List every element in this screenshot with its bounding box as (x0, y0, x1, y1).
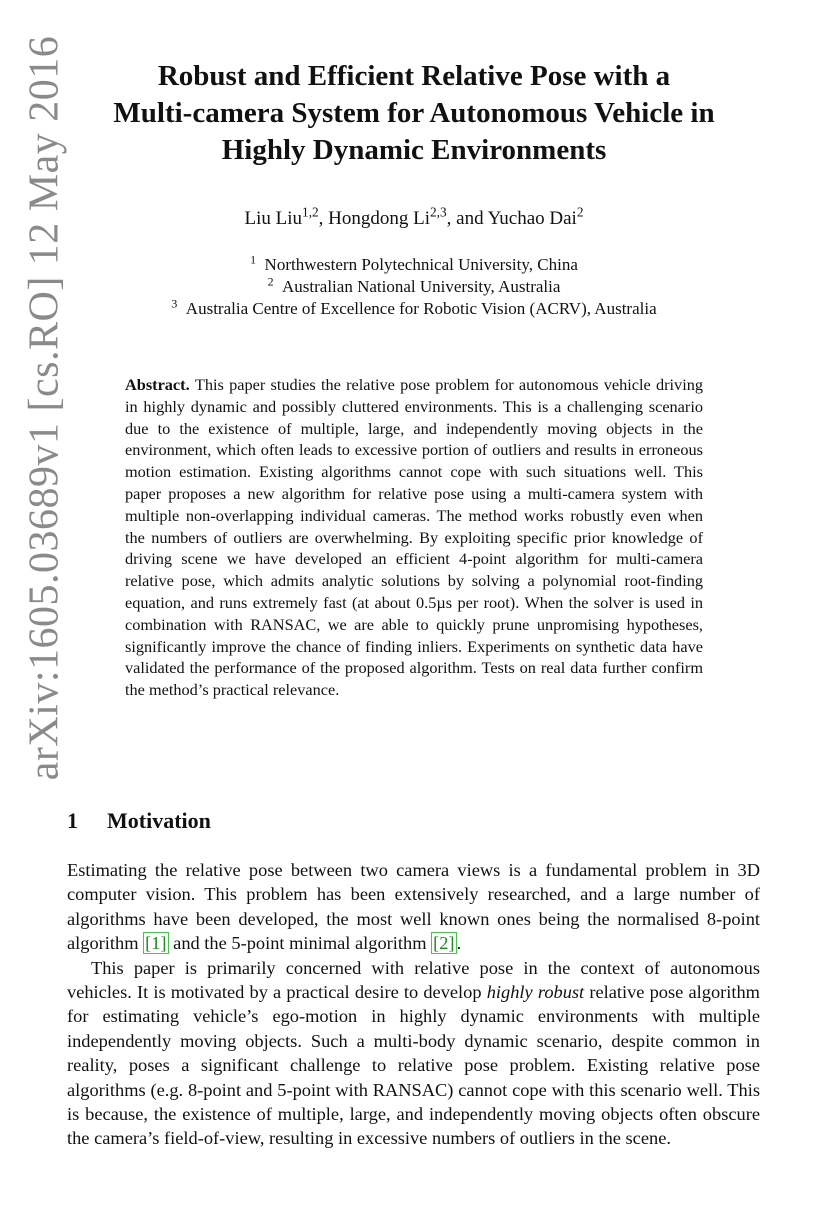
abstract-label: Abstract. (125, 375, 190, 394)
paragraph-text: and the 5-point minimal algorithm (168, 933, 432, 954)
abstract (125, 374, 703, 701)
affiliation-item (0, 298, 828, 320)
emphasized-text: highly robust (486, 982, 585, 1003)
section-number: 1 (67, 808, 78, 833)
arxiv-identifier-text: arXiv:1605.03689v1 [cs.RO] 12 May 2016 (21, 35, 67, 781)
paragraph-text: Estimating the relative pose between two camera views is a fundamental problem in 3D computer vision. This problem has been extensively researched, and a large number of algorithms have been developed, the most well known ones being the normalised 8-point algorithm (67, 860, 760, 954)
citation-link[interactable]: [2] (433, 933, 455, 954)
title-line: Highly Dynamic Environments (221, 134, 607, 166)
author-name: Yuchao Dai (487, 208, 577, 229)
author-affiliation-marker: 2 (576, 204, 584, 220)
paragraph-text: . (456, 933, 462, 954)
section-heading (67, 808, 211, 834)
body-text (67, 858, 760, 1151)
citation-link[interactable]: [1] (145, 933, 167, 954)
affiliation-text: Australian National University, Australia (282, 277, 561, 296)
paper-title (0, 58, 828, 169)
paragraph (67, 858, 760, 956)
author-name: Liu Liu (244, 208, 303, 229)
affiliation-item (0, 276, 828, 298)
paragraph (67, 956, 760, 1151)
author-name: Hongdong Li (328, 208, 431, 229)
affiliation-number: 1 (250, 252, 257, 267)
affiliation-number: 2 (267, 274, 274, 289)
affiliation-text: Australia Centre of Excellence for Robotic Vision (ACRV), Australia (185, 299, 657, 318)
section-title: Motivation (107, 808, 211, 833)
title-line: Robust and Efficient Relative Pose with a (157, 60, 671, 92)
paragraph-text: This paper is primarily concerned with relative pose in the context of autonomous vehicles. It is motivated by a practical desire to develop (67, 957, 760, 1003)
affiliation-number: 3 (171, 296, 178, 311)
author-list: Liu Liu$^{1,2}$, Hongdong Li$^{2,3}$, and Yuchao Dai$^2$ (244, 204, 584, 229)
paragraph-text: relative pose algorithm for estimating vehicle’s ego-motion in highly dynamic environments with multiple independently moving objects. Such a multi-body dynamic scenario, despite common in reality, poses a significant challenge to relative pose problem. Existing relative pose algorithms (e.g. 8-point and 5-point with RANSAC) cannot cope with this scenario well. This is because, the existence of multiple, large, and independently moving objects often obscure the camera’s field-of-view, resulting in excessive numbers of outliers in the scene. (67, 982, 760, 1149)
author-affiliation-marker: 2,3 (430, 204, 447, 220)
author-affiliation-marker: 1,2 (302, 204, 319, 220)
affiliation-item (0, 254, 828, 276)
affiliation-text: Northwestern Polytechnical University, China (264, 255, 578, 274)
title-line: Multi-camera System for Autonomous Vehicle in (113, 97, 715, 129)
abstract-text: This paper studies the relative pose problem for autonomous vehicle driving in highly dynamic and possibly cluttered environments. This is a challenging scenario due to the existence of multiple, large, and independently moving objects in the environment, which often leads to excessive portion of outliers and results in erroneous motion estimation. Existing algorithms cannot cope with such situations well. This paper proposes a new algorithm for relative pose using a multi-camera system with multiple non-overlapping individual cameras. The method works robustly even when the numbers of outliers are overwhelming. By exploiting specific prior knowledge of driving scene we have developed an efficient 4-point algorithm for multi-camera relative pose, which admits analytic solutions by solving a polynomial root-finding equation, and runs extremely fast (at about 0.5µs per root). When the solver is used in combination with RANSAC, we are able to quickly prune unpromising hypotheses, significantly improve the chance of finding inliers. Experiments on synthetic data have validated the performance of the proposed algorithm. Tests on real data further confirm the method’s practical relevance. (125, 375, 704, 700)
affiliation-list (0, 254, 828, 320)
